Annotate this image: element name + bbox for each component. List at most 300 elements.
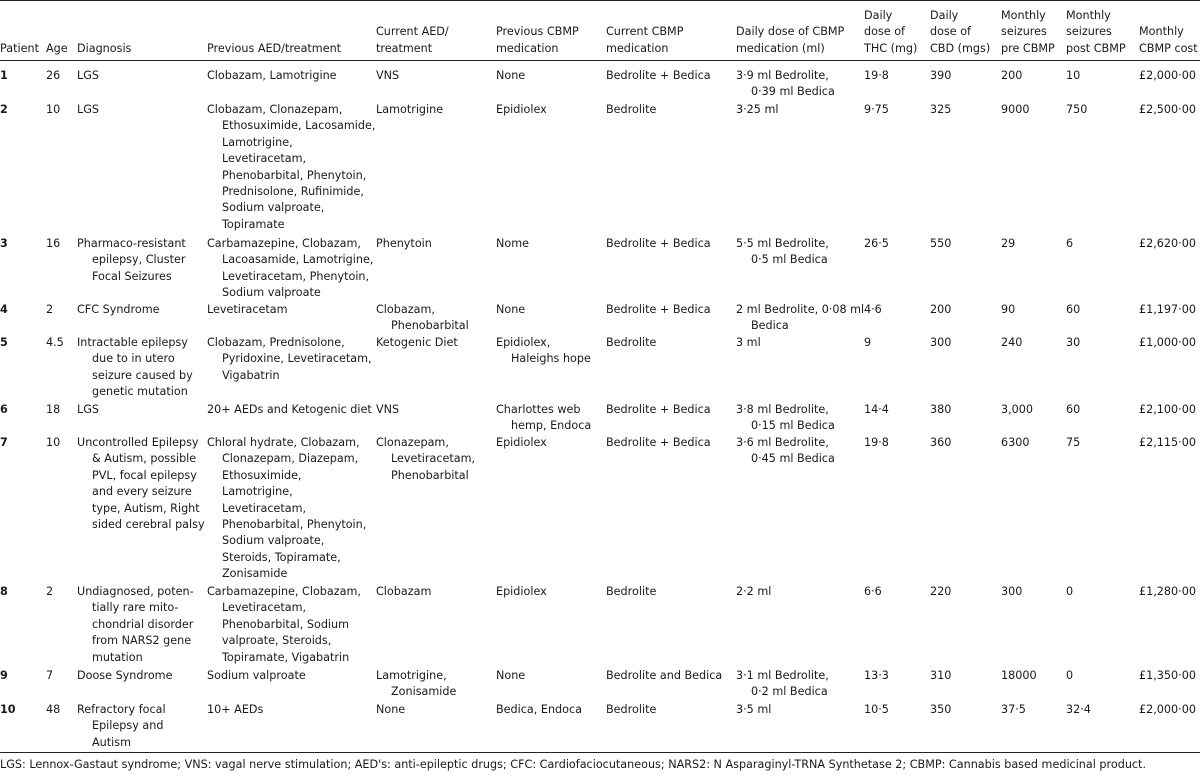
cell-cbd [930,335,951,351]
cell-line: None [496,69,526,82]
cell-curr-aed [376,435,475,484]
cell-line: Lamotrigine [376,103,444,116]
cell-value: 2 [46,303,54,316]
cell-diagnosis [77,236,186,285]
cell-curr-aed [376,402,399,418]
cell-thc [864,435,889,451]
cell-line: Clobazam, Clonazepam, [207,103,343,116]
cell-value: 26·5 [864,237,889,250]
cell-prev-aed [207,584,361,666]
cell-line: 0·45 ml Bedica [751,452,835,466]
cell-cbd [930,435,951,451]
cell-daily-dose [736,68,835,101]
cell-cost [1139,584,1196,600]
cell-line: LGS [77,103,100,116]
column-header-cbd: Daily dose of CBD (mgs) [930,8,991,55]
cell-cbd [930,402,951,418]
cell-cbd [930,236,951,252]
cell-curr-cbmp [606,236,711,252]
cell-prev-cbmp [496,236,529,252]
cell-age [46,584,53,600]
cell-value: £2,000·00 [1139,703,1196,716]
cell-value: 0 [1066,585,1074,598]
cell-line: Refractory focal [77,703,166,716]
cell-daily-dose [736,236,829,269]
cell-line: 3 ml [736,336,761,349]
cell-value: 4·6 [864,303,882,316]
cell-age [46,435,60,451]
cell-value: 220 [930,585,952,598]
cell-curr-cbmp [606,302,711,318]
cell-prev-aed [207,335,372,384]
cell-age [46,702,60,718]
cell-curr-cbmp [606,435,711,451]
cell-value: 300 [1001,585,1023,598]
cell-line: Phenobarbital [391,319,469,333]
cell-daily-dose [736,668,829,701]
cell-diagnosis [77,584,194,666]
cell-line: Clonazepam, [376,436,449,449]
cell-value: £1,000·00 [1139,336,1196,349]
cell-line: Zonisamide [222,567,288,581]
cell-post [1066,435,1080,451]
cell-post [1066,702,1091,718]
cell-line: & Autism, possible [92,452,197,466]
cell-line: LGS [77,69,100,82]
cell-line: and every seizure [92,485,192,499]
cell-line: Lacoasamide, Lamotrigine, [222,253,374,267]
cell-value: 5 [0,336,8,349]
cell-value: 9 [0,669,8,682]
header-rule [0,60,1200,61]
cell-line: PVL, focal epilepsy [92,468,197,482]
cell-cbd [930,68,951,84]
cell-post [1066,335,1080,351]
cell-patient [0,435,8,451]
cell-daily-dose [736,302,864,335]
cell-pre [1001,102,1029,118]
cell-line: Levetiracetam, [222,501,307,515]
cell-value: 75 [1066,436,1081,449]
cell-value: 6 [0,403,8,416]
cell-patient [0,668,8,684]
cell-thc [864,68,889,84]
cell-value: 10 [46,436,61,449]
cell-line: from NARS2 gene [92,634,192,648]
cell-line: Phenobarbital, Sodium [222,617,350,631]
cell-diagnosis [77,335,193,401]
cell-value: 19·8 [864,436,889,449]
cell-line: Pharmaco-resistant [77,237,186,250]
cell-value: 6 [1066,237,1074,250]
cell-value: 10 [1066,69,1081,82]
cell-thc [864,102,889,118]
cell-cost [1139,335,1196,351]
cell-line: Bedica [751,319,789,333]
cell-post [1066,68,1080,84]
cell-prev-cbmp [496,668,525,684]
cell-curr-cbmp [606,68,711,84]
column-header-post: Monthly seizures post CBMP [1066,8,1126,55]
cell-line: Prednisolone, Rufinimide, [222,185,364,199]
cell-value: 10·5 [864,703,889,716]
cell-cost [1139,302,1196,318]
cell-line: 0·2 ml Bedica [751,685,828,699]
cell-value: 3 [0,237,8,250]
cell-patient [0,236,8,252]
cell-cost [1139,236,1196,252]
column-header-prev-aed: Previous AED/treatment [207,41,342,55]
cell-post [1066,102,1087,118]
cell-prev-aed [207,435,366,583]
cell-value: £2,100·00 [1139,403,1196,416]
cell-age [46,402,60,418]
cell-value: 3,000 [1001,403,1034,416]
cell-patient [0,102,8,118]
cell-value: 2 [46,585,54,598]
cell-daily-dose [736,102,778,118]
cell-curr-aed [376,702,405,718]
table-bottom-rule [0,752,1200,753]
cell-line: Bedrolite + Bedica [606,403,711,416]
cell-line: Phenobarbital, Phenytoin, [222,168,367,182]
cell-diagnosis [77,702,166,751]
cell-curr-aed [376,584,431,600]
cell-prev-cbmp [496,102,547,118]
cell-line: Bedrolite [606,336,657,349]
cell-value: 4.5 [46,336,64,349]
cell-daily-dose [736,335,761,351]
cell-line: 3·1 ml Bedrolite, [736,669,829,682]
cell-diagnosis [77,302,160,318]
cell-line: Pyridoxine, Levetiracetam, [222,352,372,366]
cell-pre [1001,236,1015,252]
cell-line: 3·25 ml [736,103,779,116]
cell-value: 8 [0,585,8,598]
cell-line: Bedrolite + Bedica [606,237,711,250]
cell-line: Ethosuximide, Lacosamide, [222,119,376,133]
cell-line: Epidiolex [496,585,547,598]
cell-curr-cbmp [606,702,656,718]
cell-diagnosis [77,402,99,418]
cell-diagnosis [77,668,172,684]
cell-line: tially rare mito- [92,601,179,615]
cell-prev-cbmp [496,335,591,368]
cell-line: Epidiolex [496,103,547,116]
cell-line: 3·9 ml Bedrolite, [736,69,829,82]
cell-daily-dose [736,402,835,435]
cell-value: 48 [46,703,61,716]
cell-line: Clobazam [376,585,432,598]
cell-pre [1001,668,1037,684]
cell-line: Clobazam, Lamotrigine [207,69,337,82]
cell-thc [864,236,889,252]
cell-line: None [376,703,406,716]
cell-line: Epilepsy and [92,719,164,733]
cell-value: 13·3 [864,669,889,682]
cell-pre [1001,402,1033,418]
cell-value: 90 [1001,303,1016,316]
cell-curr-aed [376,236,432,252]
cell-line: due to in utero [92,352,175,366]
cell-line: Levetiracetam, Phenytoin, [222,269,370,283]
cell-value: £2,620·00 [1139,237,1196,250]
cell-line: Clonazepam, Diazepam, [222,452,359,466]
cell-daily-dose [736,435,835,468]
cell-line: Carbamazepine, Clobazam, [207,237,361,250]
cell-value: £1,280·00 [1139,585,1196,598]
cell-line: seizure caused by [92,368,193,382]
cell-line: 5·5 ml Bedrolite, [736,237,829,250]
cell-curr-aed [376,102,443,118]
cell-prev-aed [207,668,306,684]
cell-value: 32·4 [1066,703,1091,716]
cell-cost [1139,68,1196,84]
cell-value: 10 [46,103,61,116]
cell-value: 1 [0,69,8,82]
cell-age [46,236,60,252]
cell-value: 30 [1066,336,1081,349]
cell-thc [864,402,889,418]
cell-line: Levetiracetam, [222,601,307,615]
cell-cost [1139,668,1196,684]
cell-line: Epidiolex [496,436,547,449]
cell-line: None [496,669,526,682]
cell-line: Bedrolite and Bedica [606,669,723,682]
cell-value: £2,115·00 [1139,436,1196,449]
cell-age [46,668,53,684]
cell-line: Uncontrolled Epilepsy [77,436,199,449]
cell-line: Lamotrigine, [376,669,447,682]
cell-line: Intractable epilepsy [77,336,188,349]
cell-value: 350 [930,703,952,716]
column-header-cost: Monthly CBMP cost [1139,25,1198,55]
cell-line: 20+ AEDs and Ketogenic diet [207,403,372,416]
cell-cbd [930,668,951,684]
cell-cost [1139,102,1196,118]
cell-line: Ketogenic Diet [376,336,458,349]
column-header-age: Age [46,41,68,55]
cell-diagnosis [77,68,99,84]
cell-pre [1001,302,1015,318]
cell-value: 9 [864,336,872,349]
cell-line: Haleighs hope [511,352,591,366]
cell-value: 6·6 [864,585,882,598]
cell-diagnosis [77,102,99,118]
column-header-prev-cbmp: Previous CBMP medication [496,25,579,55]
cell-line: LGS [77,403,100,416]
cell-line: 2·2 ml [736,585,772,598]
column-header-pre: Monthly seizures pre CBMP [1001,8,1055,55]
cell-thc [864,668,889,684]
cell-value: 10 [0,703,16,716]
cell-value: 0 [1066,669,1074,682]
cell-curr-cbmp [606,402,711,418]
cell-daily-dose [736,584,771,600]
cell-value: 7 [0,436,8,449]
cell-line: Bedica, Endoca [496,703,582,716]
cell-line: 0·5 ml Bedica [751,253,828,267]
cell-value: 240 [1001,336,1023,349]
cell-line: Bedrolite [606,103,657,116]
cell-line: Bedrolite + Bedica [606,69,711,82]
cell-line: Undiagnosed, poten- [77,585,194,598]
cell-prev-aed [207,102,375,233]
cell-value: 360 [930,436,952,449]
cell-value: 550 [930,237,952,250]
cell-line: 3·5 ml [736,703,772,716]
cell-line: Carbamazepine, Clobazam, [207,585,361,598]
column-header-curr-aed: Current AED/ treatment [376,25,449,55]
cell-value: 2 [0,103,8,116]
column-header-curr-cbmp: Current CBMP medication [606,25,684,55]
cell-post [1066,584,1073,600]
cell-curr-aed [376,68,399,84]
cell-line: VNS [376,403,400,416]
cell-line: CFC Syndrome [77,303,160,316]
cell-curr-aed [376,668,456,701]
cell-value: 9000 [1001,103,1030,116]
cell-pre [1001,335,1022,351]
cell-value: 380 [930,403,952,416]
cell-value: 14·4 [864,403,889,416]
cell-value: £1,197·00 [1139,303,1196,316]
cell-line: Bedrolite + Bedica [606,303,711,316]
cell-curr-cbmp [606,584,656,600]
cell-value: 60 [1066,303,1081,316]
cell-cbd [930,302,951,318]
cell-line: Phenytoin [376,237,432,250]
cell-patient [0,302,8,318]
column-header-diagnosis: Diagnosis [77,41,132,55]
cell-line: 0·39 ml Bedica [751,85,835,99]
cell-line: Bedrolite [606,703,657,716]
cell-prev-aed [207,302,288,318]
cell-patient [0,68,8,84]
cell-value: £1,350·00 [1139,669,1196,682]
cell-value: 300 [930,336,952,349]
cell-prev-aed [207,702,263,718]
cell-value: 750 [1066,103,1088,116]
cell-line: Bedrolite + Bedica [606,436,711,449]
table-top-rule [0,0,1200,1]
cell-age [46,335,64,351]
cell-line: genetic mutation [92,385,188,399]
cell-value: £2,500·00 [1139,103,1196,116]
cell-prev-cbmp [496,435,547,451]
cell-value: 19·8 [864,69,889,82]
cell-cbd [930,584,951,600]
cell-line: mutation [92,650,143,664]
cell-prev-aed [207,236,373,302]
cell-line: Lamotrigine, [222,485,293,499]
cell-value: 60 [1066,403,1081,416]
cell-line: Lamotrigine, [222,135,293,149]
cell-value: 37·5 [1001,703,1026,716]
cell-line: Charlottes web [496,403,581,416]
cell-post [1066,402,1080,418]
cell-line: Levetiracetam, [222,152,307,166]
cell-value: 325 [930,103,952,116]
cell-line: None [496,303,526,316]
cell-value: 390 [930,69,952,82]
cell-line: hemp, Endoca [511,419,592,433]
cell-age [46,102,60,118]
column-header-daily-dose: Daily dose of CBMP medication (ml) [736,25,845,55]
cell-line: Nome [496,237,529,250]
cell-patient [0,402,8,418]
cell-line: Phenobarbital [391,468,469,482]
cell-prev-aed [207,68,337,84]
cell-age [46,302,53,318]
cell-line: Zonisamide [391,685,457,699]
cell-value: 4 [0,303,8,316]
cell-line: Sodium valproate [207,669,306,682]
cell-value: 16 [46,237,61,250]
cell-curr-aed [376,302,469,335]
cell-cbd [930,102,951,118]
cell-value: 7 [46,669,54,682]
cell-line: Phenobarbital, Phenytoin, [222,518,367,532]
cell-line: Topiramate, Vigabatrin [222,650,350,664]
cell-value: 18000 [1001,669,1037,682]
cell-line: Bedrolite [606,585,657,598]
cell-line: Ethosuximide, [222,468,302,482]
cell-patient [0,584,8,600]
cell-line: Epidiolex, [496,336,551,349]
cell-prev-cbmp [496,584,547,600]
cell-line: Clobazam, Prednisolone, [207,336,345,349]
cell-line: 0·15 ml Bedica [751,419,835,433]
cell-pre [1001,702,1026,718]
cell-post [1066,302,1080,318]
cell-thc [864,702,889,718]
cell-diagnosis [77,435,205,533]
cell-post [1066,236,1073,252]
cell-line: VNS [376,69,400,82]
cell-value: 200 [1001,69,1023,82]
cell-pre [1001,435,1029,451]
cell-line: Sodium valproate, [222,201,325,215]
cell-pre [1001,68,1022,84]
cell-line: sided cerebral palsy [92,518,205,532]
cell-value: 9·75 [864,103,889,116]
cell-line: chondrial disorder [92,617,194,631]
cell-line: Topiramate [222,217,285,231]
cell-line: Steroids, Topiramate, [222,550,341,564]
cell-value: 29 [1001,237,1016,250]
cell-value: 26 [46,69,61,82]
cell-line: type, Autism, Right [92,501,200,515]
cell-cbd [930,702,951,718]
cell-thc [864,302,882,318]
cell-line: Levetiracetam [207,303,288,316]
cell-value: 18 [46,403,61,416]
cell-line: Sodium valproate, [222,534,325,548]
cell-line: valproate, Steroids, [222,634,332,648]
cell-line: Focal Seizures [92,269,172,283]
column-header-thc: Daily dose of THC (mg) [864,8,918,55]
cell-line: Chloral hydrate, Clobazam, [207,436,360,449]
cell-prev-aed [207,402,372,418]
cell-value: 310 [930,669,952,682]
cell-line: 3·8 ml Bedrolite, [736,403,829,416]
cell-line: 3·6 ml Bedrolite, [736,436,829,449]
cell-patient [0,335,8,351]
cell-line: Sodium valproate [222,286,321,300]
cell-value: 200 [930,303,952,316]
cell-post [1066,668,1073,684]
